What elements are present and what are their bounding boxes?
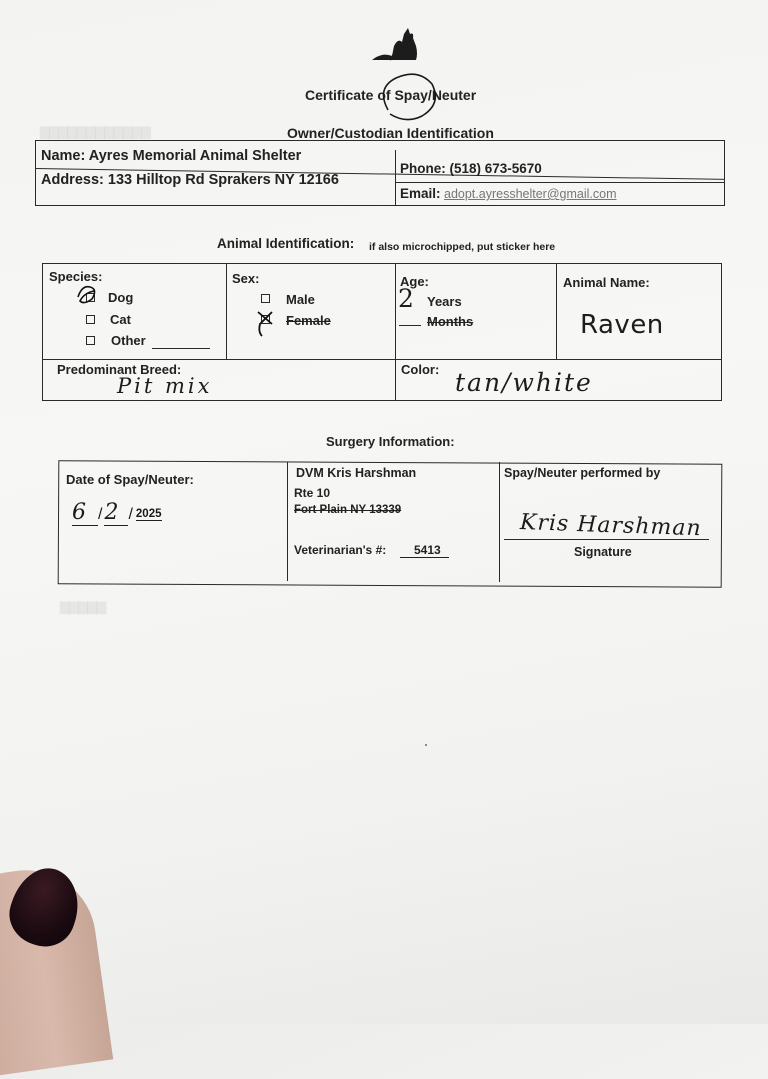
sex-label: Sex:: [232, 271, 260, 286]
vet-address-line2: Fort Plain NY 13339: [294, 504, 402, 516]
signature-label: Signature: [574, 545, 632, 559]
age-years-value: 2: [398, 284, 414, 313]
vet-address-line1: Rte 10: [294, 486, 331, 500]
animal-section-title: Animal Identification:: [217, 236, 355, 251]
species-dog-label: Dog: [108, 290, 134, 305]
color-label: Color:: [401, 362, 440, 377]
species-cat-label: Cat: [110, 312, 131, 327]
surgery-date-label: Date of Spay/Neuter:: [66, 472, 194, 487]
owner-section-title: Owner/Custodian Identification: [287, 125, 494, 141]
date-day-value: 2: [104, 500, 128, 526]
animal-name-label: Animal Name:: [563, 275, 650, 290]
bleedthrough-text: ▇▇▇▇▇: [60, 600, 107, 614]
cat-dog-logo-icon: [368, 24, 422, 64]
performed-by-label: Spay/Neuter performed by: [504, 466, 661, 480]
bleedthrough-text: ▇▇▇▇▇▇▇▇▇▇▇▇: [40, 125, 151, 139]
vet-number-label: Veterinarian's #:: [294, 543, 387, 557]
sex-male-label: Male: [286, 292, 315, 307]
vet-number-value: [400, 543, 449, 558]
other-underline: [152, 348, 210, 349]
table-divider: [226, 263, 227, 359]
table-divider: [395, 182, 725, 183]
species-other-checkbox[interactable]: [86, 336, 95, 345]
table-divider: [395, 150, 396, 206]
hand-drawn-circle: [378, 70, 440, 126]
age-label: Age:: [400, 274, 429, 289]
date-month-value: 6: [72, 500, 98, 526]
species-label: Species:: [49, 269, 103, 284]
table-divider: [499, 462, 500, 582]
handwritten-check-mark: [74, 283, 100, 307]
species-cat-checkbox[interactable]: [86, 315, 95, 324]
age-years-label: Years: [427, 294, 462, 309]
animal-name-value: Raven: [580, 310, 664, 340]
months-underline: [399, 325, 421, 326]
surgery-section-title: Surgery Information:: [326, 434, 455, 449]
date-year-value: 2025: [135, 508, 162, 520]
handwritten-x-mark: [254, 308, 276, 338]
owner-email-link[interactable]: adopt.ayresshelter@gmail.com: [444, 187, 617, 201]
table-divider: [556, 263, 557, 359]
vet-name: DVM Kris Harshman: [296, 466, 417, 480]
vet-number-text: 5413: [400, 543, 449, 558]
paper-speck: [425, 744, 427, 746]
color-value: tan/white: [455, 368, 593, 397]
sex-female-label: Female: [286, 313, 331, 328]
table-divider: [395, 263, 396, 401]
microchip-note: if also microchipped, put sticker here: [369, 241, 556, 253]
breed-label: Predominant Breed:: [57, 362, 182, 377]
owner-phone: Phone: (518) 673-5670: [400, 161, 542, 176]
sex-male-checkbox[interactable]: [261, 294, 270, 303]
certificate-title: Certificate of Spay/Neuter: [305, 87, 477, 103]
signature-line: [504, 539, 709, 540]
signature-value: Kris Harshman: [519, 510, 703, 542]
breed-value: Pit mix: [117, 374, 213, 398]
surgery-date-field: 6 /2 / 2025: [72, 500, 162, 525]
table-divider: [42, 359, 722, 360]
age-months-label: Months: [427, 314, 474, 329]
owner-name: Name: Ayres Memorial Animal Shelter: [41, 148, 302, 164]
species-other-label: Other: [111, 333, 146, 348]
owner-email-label: Email:: [400, 186, 441, 201]
owner-address: Address: 133 Hilltop Rd Sprakers NY 12166: [41, 172, 339, 188]
table-divider: [287, 462, 288, 581]
